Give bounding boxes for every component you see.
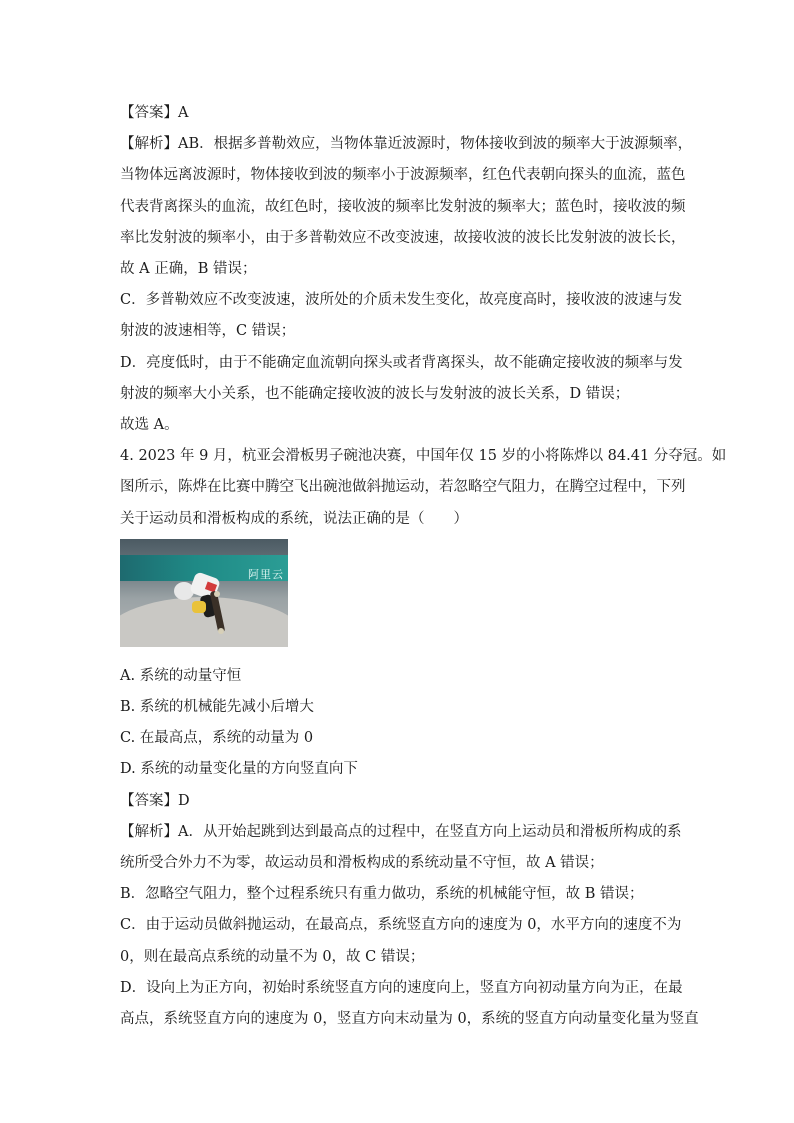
skater-figure <box>162 561 242 641</box>
text-line: D．设向上为正方向，初始时系统竖直方向的速度向上，竖直方向初动量方向为正，在最 <box>120 979 683 996</box>
document-page <box>120 98 727 1035</box>
skateboard-photo <box>120 539 288 647</box>
text-line: 【答案】D <box>120 792 190 809</box>
text-line: 统所受合外力不为零，故运动员和滑板构成的系统动量不守恒，故 A 错误； <box>120 855 604 872</box>
option-d: D. 系统的动量变化量的方向竖直向下 <box>120 761 358 778</box>
paragraph <box>120 98 680 129</box>
answer-explanation-section <box>120 786 699 1036</box>
text-line: 故选 A。 <box>120 417 179 434</box>
paragraph <box>120 879 680 910</box>
text-line: 【解析】A．从开始起跳到达到最高点的过程中，在竖直方向上运动员和滑板所构成的系 <box>120 823 682 840</box>
text-line: 4. 2023 年 9 月，杭亚会滑板男子碗池决赛，中国年仅 15 岁的小将陈烨以 84.41 分夺冠。如 <box>120 448 727 465</box>
text-line: 射波的频率大小关系，也不能确定接收波的波长与发射波的波长关系，D 错误； <box>120 385 630 402</box>
text-line: 图所示，陈烨在比赛中腾空飞出碗池做斜抛运动，若忽略空气阻力，在腾空过程中，下列 <box>120 479 686 496</box>
text-line: D．亮度低时，由于不能确定血流朝向探头或者背离探头，故不能确定接收波的频率与发 <box>120 354 683 371</box>
paragraph <box>120 817 680 879</box>
paragraph <box>120 348 683 410</box>
explanation-section <box>120 98 727 535</box>
paragraph <box>120 786 680 817</box>
text-line: 射波的波速相等，C 错误； <box>120 323 296 340</box>
text-line: B．忽略空气阻力，整个过程系统只有重力做功，系统的机械能守恒，故 B 错误； <box>120 886 644 903</box>
paragraph <box>120 973 699 1035</box>
text-line: 高点，系统竖直方向的速度为 0，竖直方向末动量为 0，系统的竖直方向动量变化量为竖直 <box>120 1011 699 1028</box>
text-line: 当物体远离波源时，物体接收到波的频率小于波源频率，红色代表朝向探头的血流，蓝色 <box>120 167 686 184</box>
text-line: 【答案】A <box>120 105 189 121</box>
text-line: 【解析】AB．根据多普勒效应，当物体靠近波源时，物体接收到波的频率大于波源频率， <box>120 136 693 153</box>
text-line: C．多普勒效应不改变波速，波所处的介质未发生变化，故亮度高时，接收波的波速与发 <box>120 292 683 309</box>
banner-text: 阿里云 <box>248 567 284 581</box>
paragraph <box>120 285 683 347</box>
option-c: C. 在最高点，系统的动量为 0 <box>120 730 314 747</box>
answer-options <box>120 661 680 786</box>
paragraph <box>120 441 727 535</box>
paragraph <box>120 129 693 285</box>
text-line: 代表背离探头的血流，故红色时，接收波的频率比发射波的频率大；蓝色时，接收波的频 <box>120 198 686 215</box>
paragraph <box>120 910 680 972</box>
text-line: 率比发射波的频率小，由于多普勒效应不改变波速，故接收波的波长比发射波的波长长， <box>120 229 686 246</box>
text-line: 故 A 正确，B 错误； <box>120 261 257 278</box>
paragraph <box>120 410 680 441</box>
text-line: 0，则在最高点系统的动量不为 0，故 C 错误； <box>120 948 425 965</box>
option-b: B. 系统的机械能先减小后增大 <box>120 699 314 716</box>
text-line: 关于运动员和滑板构成的系统，说法正确的是（ ） <box>120 510 468 527</box>
option-a: A. 系统的动量守恒 <box>120 667 242 684</box>
text-line: C．由于运动员做斜抛运动，在最高点，系统竖直方向的速度为 0，水平方向的速度不为 <box>120 917 682 934</box>
